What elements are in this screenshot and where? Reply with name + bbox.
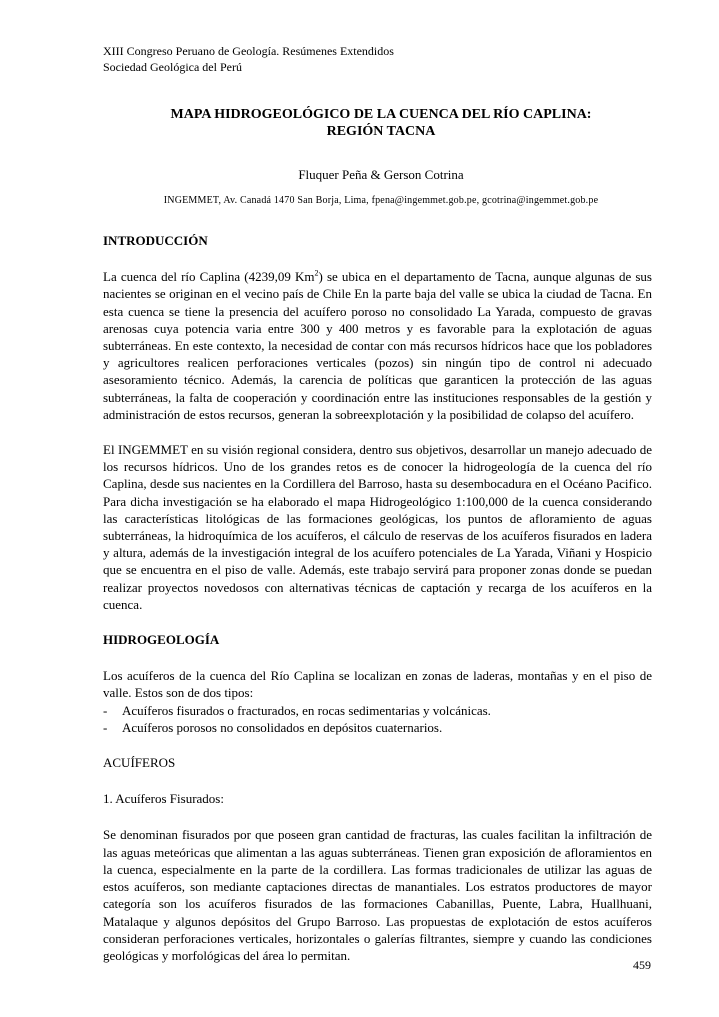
- subsection-heading-fisurados: 1. Acuíferos Fisurados:: [103, 791, 224, 807]
- page-number: 459: [633, 958, 651, 972]
- list-item-text: Acuíferos fisurados o fracturados, en rocas sedimentarias y volcánicas.: [122, 702, 491, 718]
- list-item-text: Acuíferos porosos no consolidados en depósitos cuaternarios.: [122, 719, 443, 735]
- intro-paragraph-1-start: La cuenca del río Caplina (4239,09 Km: [103, 269, 315, 285]
- intro-paragraph-2: El INGEMMET en su visión regional considera, dentro sus objetivos, desarrollar un manejo adecuado de los recursos hídricos. Uno de los grandes retos es de conocer la hidrogeología de la cuenca del río Caplina, desde sus nacientes en la Cordillera del Barroso, hasta su desembocadura en el Océano Pacifico. Para dicha investigación se ha elaborado el mapa Hidrogeológico 1:100,000 de la cuenca considerando las características litológicas de las formaciones geológicas, los puntos de afloramiento de aguas subterráneas, la hidroquímica de los acuíferos, el cálculo de reservas de los acuíferos fisurados en ladera y altura, además de la investigación integral de los acuífero potenciales de La Yarada, Viñani y Hospicio que se encuentra en el piso de valle. Además, este trabajo servirá para proponer zonas donde se puedan realizar proyectos novedosos con alternativas técnicas de captación y recarga de los acuíferos en la cuenca.: [103, 442, 652, 612]
- authors: Fluquer Peña & Gerson Cotrina: [298, 167, 464, 182]
- title-line-2: REGIÓN TACNA: [326, 124, 436, 139]
- title-line-1: MAPA HIDROGEOLÓGICO DE LA CUENCA DEL RÍO CAPLINA:: [170, 107, 592, 122]
- header-conference: XIII Congreso Peruano de Geología. Resúmenes Extendidos: [103, 44, 394, 58]
- superscript-2: 2: [314, 268, 319, 278]
- intro-paragraph-1: [103, 268, 652, 423]
- section-heading-acuiferos: ACUÍFEROS: [103, 755, 176, 771]
- bullet-dash: -: [103, 719, 108, 735]
- running-header: [103, 43, 394, 75]
- section-heading-hidrogeologia: HIDROGEOLOGÍA: [103, 632, 220, 648]
- header-society: Sociedad Geológica del Perú: [103, 60, 242, 74]
- paper-body: [103, 232, 652, 964]
- intro-paragraph-1-rest: ) se ubica en el departamento de Tacna, aunque algunas de sus nacientes se originan en el vecino país de Chile En la parte baja del valle se ubica la ciudad de Tacna. En esta cuenca se tiene la presencia del acuífero poroso no consolidado La Yarada, compuesto de gravas arenosas cuya potencia varia entre 300 y 400 metros y es favorable para la explotación de aguas subterráneas. En este contexto, la necesidad de contar con más recursos hídricos hace que los pobladores y agricultores realicen perforaciones verticales (pozos) sin ningún tipo de control ni adecuado asesoramiento técnico. Además, la carencia de políticas que garanticen la protección de las aguas subterráneas, la falta de cooperación y coordinación entre las instituciones responsables de la gestión y administración de estos recursos, generan la sobreexplotación y la posibilidad de colapso del acuífero.: [103, 269, 652, 422]
- hidro-paragraph: Los acuíferos de la cuenca del Río Caplina se localizan en zonas de laderas, montañas y en el piso de valle. Estos son de dos tipos:: [103, 668, 652, 701]
- affiliation: INGEMMET, Av. Canadá 1470 San Borja, Lima, fpena@ingemmet.gob.pe, gcotrina@ingemmet.gob.pe: [163, 195, 599, 206]
- fisurados-paragraph: Se denominan fisurados por que poseen gran cantidad de fracturas, las cuales facilitan la infiltración de las aguas meteóricas que alimentan a las aguas subterráneas. Tienen gran exposición de afloramientos en la cuenca, especialmente en la parte de la cordillera. Las formas tradicionales de utilizar las aguas de estos acuíferos, son mediante captaciones directas de manantiales. Los estratos productores de mayor categoría son los acuíferos fisurados de las formaciones Cabanillas, Puente, Labra, Huallhuani, Matalaque y algunos depósitos del Grupo Barroso. Las propuestas de explotación de estos acuíferos consideran perforaciones verticales, horizontales o galerías filtrantes, siempre y cuando las condiciones geológicas y morfológicas del área lo permitan.: [103, 827, 652, 963]
- list-item: [103, 719, 652, 736]
- paper-title: [103, 106, 659, 140]
- list-item: [103, 702, 652, 719]
- bullet-dash: -: [103, 702, 108, 718]
- section-heading-introduccion: INTRODUCCIÓN: [103, 233, 208, 248]
